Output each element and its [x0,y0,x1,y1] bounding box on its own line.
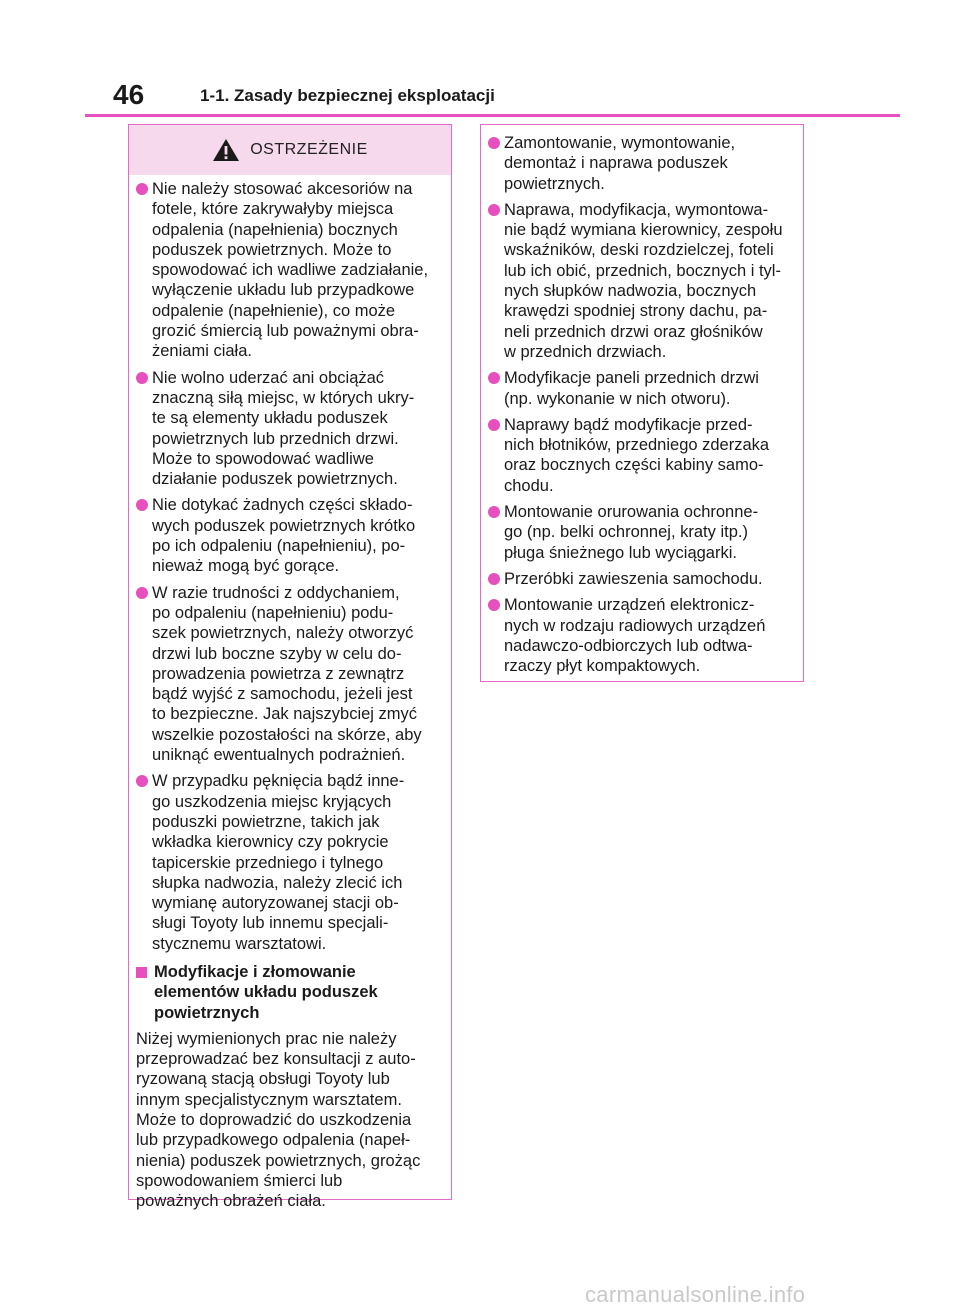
warning-triangle-icon [212,138,240,162]
bullet-dot-icon [136,372,148,384]
list-item: Zamontowanie, wymontowanie, demontaż i naprawa poduszek powietrznych. [488,133,797,194]
warning-box-continued [480,124,804,682]
square-bullet-icon [136,967,147,978]
page-number: 46 [113,79,145,110]
list-item: Nie należy stosować akcesoriów na fotele, które zakrywałyby miejsca odpalenia (napełnienia) bocznych poduszek powietrznych. Może to spowodować ich wadliwe zadziałanie, wyłączenie układu lub przypadkowe odpalenie (napełnienie), co może grozić śmiercią lub poważnymi obra- żeniami ciała. [136,179,445,362]
warning-box [128,124,452,1211]
list-item: W razie trudności z oddychaniem, po odpaleniu (napełnieniu) podu- szek powietrznych, należy otworzyć drzwi lub boczne szyby w celu do- prowadzenia powietrza z zewnątrz bądź wyjść z samochodu, jeżeli jest to bezpieczne. Jak najszybciej zmyć wszelkie pozostałości na skórze, aby uniknąć ewentualnych podrażnień. [136,583,445,766]
bullet-dot-icon [136,499,148,511]
subsection-heading: Modyfikacje i złomowanie elementów układu poduszek powietrznych [136,962,445,1023]
list-item: Montowanie urządzeń elektronicz- nych w rodzaju radiowych urządzeń nadawczo-odbiorczych lub odtwa- rzaczy płyt kompaktowych. [488,595,797,676]
bullet-dot-icon [488,506,500,518]
warning-paragraph: Niżej wymienionych prac nie należy przeprowadzać bez konsultacji z auto- ryzowaną stacją obsługi Toyoty lub innym specjalistycznym warsztatem. Może to doprowadzić do uszkodzenia lub przypadkowego odpalenia (napeł- nienia) poduszek powietrznych, grożąc spowodowaniem śmierci lub poważnych obrażeń ciała. [136,1029,421,1211]
bullet-dot-icon [488,573,500,585]
list-item: Nie dotykać żadnych części składo- wych poduszek powietrznych krótko po ich odpaleniu (napełnieniu), po- nieważ mogą być gorące. [136,495,445,576]
header-rule [85,114,900,117]
section-title: 1-1. Zasady bezpiecznej eksploatacji [200,86,495,105]
list-item: Nie wolno uderzać ani obciążać znaczną siłą miejsc, w których ukry- te są elementy układu poduszek powietrznych lub przednich drzwi. Może to spowodować wadliwe działanie poduszek powietrznych. [136,368,445,490]
bullet-dot-icon [488,372,500,384]
warning-header [129,125,451,175]
bullet-dot-icon [136,587,148,599]
warning-body-continued [481,125,803,676]
list-item: Przeróbki zawieszenia samochodu. [488,569,797,589]
bullet-dot-icon [488,419,500,431]
bullet-dot-icon [136,775,148,787]
warning-body [129,175,451,1212]
list-item: Modyfikacje paneli przednich drzwi (np. wykonanie w nich otworu). [488,368,797,409]
bullet-dot-icon [488,599,500,611]
bullet-dot-icon [488,137,500,149]
list-item: W przypadku pęknięcia bądź inne- go uszkodzenia miejsc kryjących poduszki powietrzne, takich jak wkładka kierownicy czy pokrycie tapicerskie przedniego i tylnego słupka nadwozia, należy zlecić ich wymianę autoryzowanej stacji ob- sługi Toyoty lub innemu specjali- stycznemu warsztatowi. [136,771,445,954]
page-header [85,78,900,116]
bullet-dot-icon [136,183,148,195]
warning-title: OSTRZEŻENIE [250,141,368,158]
bullet-dot-icon [488,204,500,216]
list-item: Naprawy bądź modyfikacje przed- nich błotników, przedniego zderzaka oraz bocznych części kabiny samo- chodu. [488,415,797,496]
list-item: Naprawa, modyfikacja, wymontowa- nie bądź wymiana kierownicy, zespołu wskaźników, deski rozdzielczej, foteli lub ich obić, przednich, bocznych i tyl- nych słupków nadwozia, bocznych krawędzi spodniej strony dachu, pa- neli przednich drzwi oraz głośników w przednich drzwiach. [488,200,797,362]
list-item: Montowanie orurowania ochronne- go (np. belki ochronnej, kraty itp.) pługa śnieżnego lub wyciągarki. [488,502,797,563]
watermark: carmanualsonline.info [585,1282,806,1307]
